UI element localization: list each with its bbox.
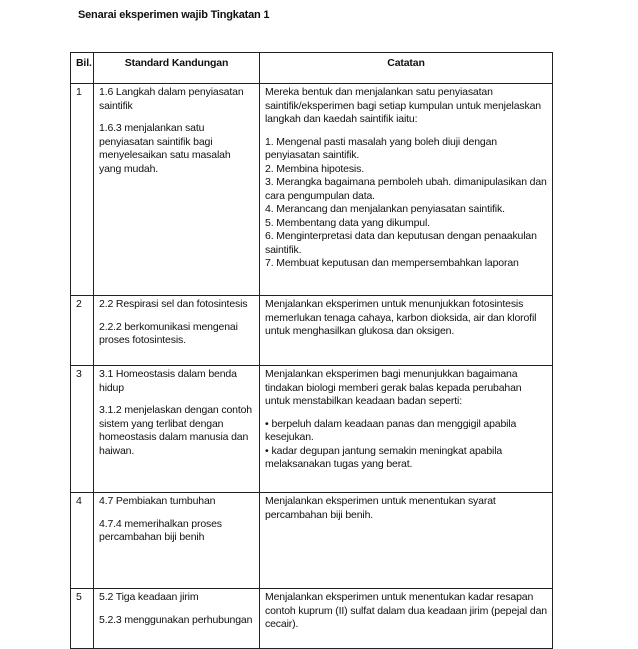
table-row bbox=[71, 589, 553, 649]
row-number: 2 bbox=[71, 296, 94, 366]
standard-cell bbox=[94, 366, 260, 493]
step-item: 6. Menginterpretasi data dan keputusan dengan penaakulan saintifik. bbox=[265, 230, 537, 256]
standard-title: 1.6 Langkah dalam penyiasatan saintifik bbox=[99, 86, 244, 112]
standard-title: 3.1 Homeostasis dalam benda hidup bbox=[99, 368, 237, 394]
standard-cell bbox=[94, 296, 260, 366]
catatan-intro: Menjalankan eksperimen untuk menunjukkan fotosintesis memerlukan tenaga cahaya, karbon dioksida, air dan klorofil untuk menghasilkan glukosa dan oksigen. bbox=[265, 298, 537, 337]
step-item: 1. Mengenal pasti masalah yang boleh diuji dengan penyiasatan saintifik. bbox=[265, 135, 497, 161]
standard-sub: 2.2.2 berkomunikasi mengenai proses fotosintesis. bbox=[99, 320, 238, 346]
row-number: 4 bbox=[71, 493, 94, 589]
catatan-cell bbox=[260, 589, 553, 649]
experiment-table bbox=[70, 52, 553, 649]
standard-cell bbox=[94, 84, 260, 296]
catatan-cell bbox=[260, 493, 553, 589]
catatan-intro: Menjalankan eksperimen untuk menentukan kadar resapan contoh kuprum (II) sulfat dalam dua keadaan jirim (pepejal dan cecair). bbox=[265, 591, 547, 630]
standard-title: 4.7 Pembiakan tumbuhan bbox=[99, 495, 216, 507]
row-number: 1 bbox=[71, 84, 94, 296]
catatan-cell bbox=[260, 84, 553, 296]
step-item: 7. Membuat keputusan dan mempersembahkan laporan bbox=[265, 257, 519, 269]
step-item: 5. Membentang data yang dikumpul. bbox=[265, 216, 430, 229]
row-number: 5 bbox=[71, 589, 94, 649]
standard-cell bbox=[94, 589, 260, 649]
step-item: 3. Merangka bagaimana pemboleh ubah. dimanipulasikan dan cara pengumpulan data. bbox=[265, 176, 547, 202]
catatan-cell bbox=[260, 366, 553, 493]
standard-sub: 5.2.3 menggunakan perhubungan bbox=[99, 613, 253, 626]
standard-title: 2.2 Respirasi sel dan fotosintesis bbox=[99, 298, 248, 310]
standard-cell bbox=[94, 493, 260, 589]
header-bil: Bil. bbox=[71, 53, 94, 84]
catatan-intro: Menjalankan eksperimen untuk menentukan syarat percambahan biji benih. bbox=[265, 495, 496, 521]
standard-sub: 1.6.3 menjalankan satu penyiasatan saintifik bagi menyelesaikan satu masalah yang mudah. bbox=[99, 122, 231, 175]
standard-sub: 3.1.2 menjelaskan dengan contoh sistem yang terlibat dengan homeostasis dalam manusia dan haiwan. bbox=[99, 404, 252, 457]
table-header-row bbox=[71, 53, 553, 84]
catatan-intro: Menjalankan eksperimen bagi menunjukkan bagaimana tindakan biologi memberi gerak balas kepada perubahan untuk menstabilkan keadaan badan seperti: bbox=[265, 368, 522, 407]
table-row bbox=[71, 366, 553, 493]
standard-title: 5.2 Tiga keadaan jirim bbox=[99, 591, 199, 603]
catatan-intro: Mereka bentuk dan menjalankan satu penyiasatan saintifik/eksperimen bagi setiap kumpulan untuk menjelaskan langkah dan kaedah saintifik iaitu: bbox=[265, 86, 541, 125]
step-item: 2. Membina hipotesis. bbox=[265, 162, 364, 175]
page-title: Senarai eksperimen wajib Tingkatan 1 bbox=[78, 9, 270, 21]
table-row bbox=[71, 493, 553, 589]
catatan-cell bbox=[260, 296, 553, 366]
row-number: 3 bbox=[71, 366, 94, 493]
standard-sub: 4.7.4 memerihalkan proses percambahan biji benih bbox=[99, 517, 222, 543]
step-item: 4. Merancang dan menjalankan penyiasatan saintifik. bbox=[265, 203, 505, 215]
header-standard: Standard Kandungan bbox=[94, 53, 260, 84]
header-catatan: Catatan bbox=[260, 53, 553, 84]
table-row bbox=[71, 296, 553, 366]
bullet-item: • kadar degupan jantung semakin meningkat apabila melaksanakan tugas yang berat. bbox=[265, 445, 547, 472]
bullet-item: • berpeluh dalam keadaan panas dan menggigil apabila kesejukan. bbox=[265, 418, 547, 445]
table-row bbox=[71, 84, 553, 296]
